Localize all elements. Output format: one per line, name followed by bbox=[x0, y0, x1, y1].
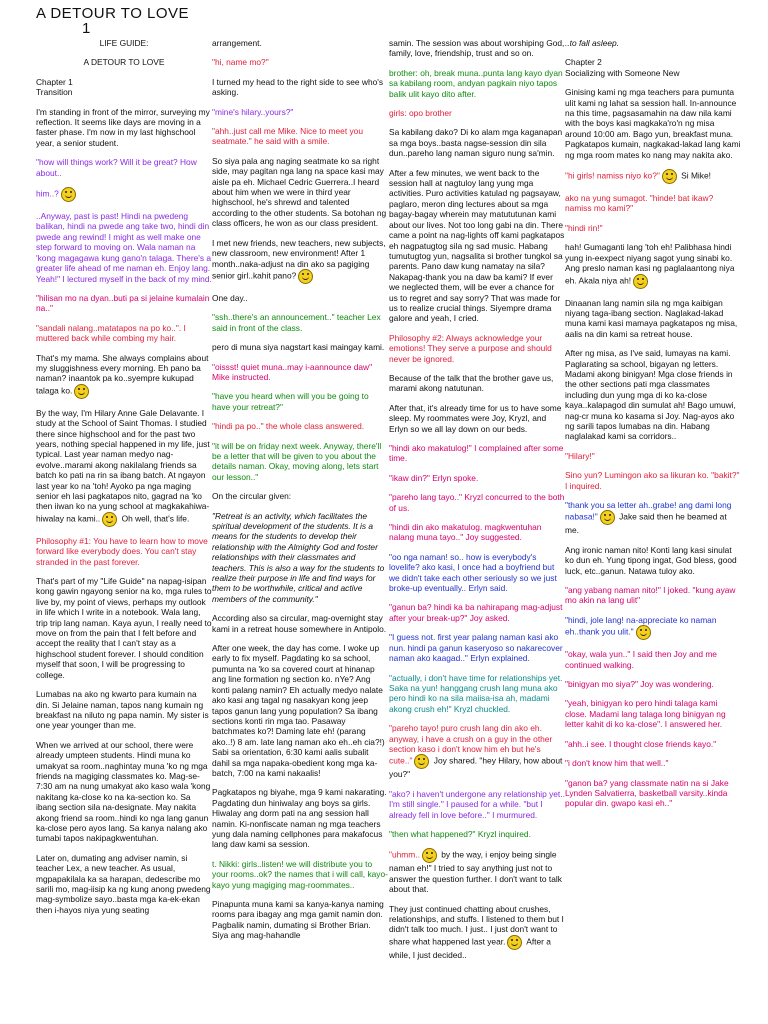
smiley-emoticon-icon bbox=[61, 187, 76, 202]
column-1 bbox=[36, 38, 212, 1020]
paragraph bbox=[565, 57, 741, 78]
paragraph-text: ako na yung sumagot. "hinde! bat ikaw? namiss mo kami?" bbox=[565, 193, 714, 214]
paragraph-text: "hindi, jole lang! na-appreciate ko naman eh..thank you ulit." bbox=[565, 614, 717, 637]
paragraph bbox=[36, 408, 212, 527]
paragraph-text: ..Anyway, past is past! Hindi na pwedeng balikan, hindi na pwede ang take two, hindi din pwede ang rewind! I might as well make one step forward to moving on. Wala naman na 'kong magagawa kung gano'n talaga. There's a greater life ahead of me naman eh. Enjoy lang. Yeah!" I lectured myself in the back of my mind. bbox=[36, 211, 212, 284]
smiley-emoticon-icon bbox=[74, 384, 89, 399]
paragraph bbox=[212, 107, 388, 117]
paragraph-text: "it will be on friday next week. Anyway, there'll be a letter that will be given to you about the details naman. Okay, moving along, lets start our lesson.." bbox=[212, 440, 382, 482]
paragraph bbox=[565, 679, 741, 689]
paragraph bbox=[565, 38, 741, 48]
paragraph bbox=[389, 492, 565, 513]
paragraph bbox=[36, 293, 212, 314]
paragraph bbox=[212, 342, 388, 352]
paragraph-text: LIFE GUIDE: bbox=[99, 38, 149, 48]
paragraph-text: Sino yun? Lumingon ako sa likuran ko. "bakit?" I inquired. bbox=[565, 470, 740, 491]
paragraph-text: Philosophy #2: Always acknowledge your emotions! They serve a purpose and should never be ignored. bbox=[389, 332, 552, 364]
paragraph-tail-text: After a while, I just decided.. bbox=[389, 936, 551, 960]
paragraph bbox=[36, 57, 212, 67]
smiley-emoticon-icon bbox=[662, 169, 677, 184]
paragraph bbox=[565, 698, 741, 729]
paragraph bbox=[389, 602, 565, 623]
paragraph-text: "hilisan mo na dyan..buti pa si jelaine kumalain na.." bbox=[36, 292, 210, 314]
paragraph-tail-text: Oh well, that's life. bbox=[119, 513, 190, 524]
paragraph-text: "okay, wala yun.." I said then Joy and me continued walking. bbox=[565, 649, 717, 670]
column-4 bbox=[565, 38, 741, 1020]
paragraph bbox=[212, 491, 388, 501]
paragraph bbox=[212, 126, 388, 147]
paragraph-text: So siya pala ang naging seatmate ko sa right side, may pagitan nga lang na space kasi may aisle pa eh. Michael Cedric Guerrera..I heard about him when we were in third year highschool, he's shrewd and talented according to the other students. Sa botohan ng class officers, he won as our class president. bbox=[212, 155, 387, 229]
paragraph bbox=[389, 403, 565, 434]
paragraph-text: That's my mama. She always complains about my sluggishness every morning. Eh pano ba naman? inaantok pa ko..syempre kukupad talaga ko. bbox=[36, 352, 209, 396]
paragraph bbox=[565, 470, 741, 491]
paragraph bbox=[565, 87, 741, 160]
smiley-emoticon-icon bbox=[636, 625, 651, 640]
paragraph-text: When we arrived at our school, there were already umpteen students. Hindi muna ko umakyat sa room..naghintay muna 'ko ng mga friends na magiging classmates ko. Mag-se-7:30 am na nung umakyat ako kaso wala 'kong nakitang ka-close ko na ka-section ko. Sa ibang section sila na-designate. May nakita akong friend sa room..hindi ko nga lang ganun ka-close pero ayos lang. Sa kanya nalang ako tumabi tapos nakipagkwentuhan. bbox=[36, 739, 211, 844]
paragraph-text: "thank you sa letter ah..grabe! ang dami long nabasa!" bbox=[565, 500, 732, 523]
paragraph bbox=[565, 348, 741, 442]
smiley-emoticon-icon bbox=[600, 510, 615, 525]
paragraph-text: After ng misa, as I've said, lumayas na kami. Paglarating sa school, bigayan ng letters. Madami akong binigyan! Mga close friends in the other sections pati mga classmates including dun yung mga di ko ka-close kaya..kalapagod din sumulat ah! Bago umuwi, nag-cr muna ko kasama si Joy. Nag-ayos ako ng sarili tapos lumabas na din. Habang naglalakad kami sa corridors.. bbox=[565, 348, 736, 442]
smiley-emoticon-icon bbox=[422, 848, 437, 863]
paragraph-text: "oo nga naman! so.. how is everybody's lovelife? ako kasi, I once had a boyfriend but we didn't take each other seriously so we just broke-up eventually.. Erlyn said. bbox=[389, 551, 557, 594]
paragraph bbox=[565, 169, 741, 184]
paragraph-text: "ahh..just call me Mike. Nice to meet you seatmate." he said with a smile. bbox=[212, 126, 363, 147]
paragraph bbox=[36, 689, 212, 731]
paragraph bbox=[389, 443, 565, 464]
smiley-emoticon-icon bbox=[633, 274, 648, 289]
paragraph bbox=[36, 353, 212, 399]
paragraph-text: I met new friends, new teachers, new subjects, new classroom, new environment! After 1 month..naka-adjust na din ako sa pagiging senior girl..kahit pano? bbox=[212, 237, 386, 281]
paragraph bbox=[212, 421, 388, 431]
paragraph bbox=[36, 576, 212, 680]
paragraph-text: According also sa circular, mag-overnight stay kami in a retreat house somewhere in Antipolo. bbox=[212, 613, 387, 634]
paragraph-text: "ang yabang naman nito!" I joked. "kung ayaw mo akin na lang ulit" bbox=[565, 585, 736, 606]
paragraph-text: By the way, I'm Hilary Anne Gale Delavante. I study at the School of Saint Thomas. I studied there since highschool and for the past two years, nothing special happened in my life, just typical. Last year naman medyo nag-evolve..marami akong nakilalang friends sa batch ko pati na rin sa ibang batch. At ngayon last year ko na 'toh! Ayoko pa nga maging senior eh lasi pagkatapos nito, gagrad na 'ko then iiwan ko na yung school at magkakahiwa-hiwalay na kami.. bbox=[36, 407, 210, 524]
paragraph bbox=[36, 187, 212, 202]
document-title: A DETOUR TO LOVE bbox=[36, 5, 190, 22]
paragraph bbox=[212, 787, 388, 849]
paragraph bbox=[36, 740, 212, 844]
paragraph-text: Ginising kami ng mga teachers para pumunta ulit kami ng lahat sa session hall. In-announce na this time, pagsasamahin na daw nila kami with the boys kasi magkaka'ro'n ng misa around 10:00 am. Bago yun, breakfast muna. Pagkatapos kumain, nagkakad-lakad lang kami ng mga room mates ko nang may nakita ako. bbox=[565, 87, 741, 160]
paragraph bbox=[212, 57, 388, 67]
paragraph-text: "uhmm.. bbox=[389, 850, 420, 861]
paragraph bbox=[389, 333, 565, 364]
paragraph-text: "hi girls! namiss niyo ko?" bbox=[565, 170, 660, 181]
paragraph-tail-text: by the way, i enjoy being single naman eh!" I tried to say anything just not to answer the question further. I don't want to talk about that. bbox=[389, 850, 562, 895]
paragraph-text: ..to fall asleep. bbox=[565, 38, 620, 48]
paragraph bbox=[389, 723, 565, 780]
paragraph bbox=[389, 108, 565, 118]
paragraph-text: "hindi ako makatulog!" I complained after some time. bbox=[389, 443, 564, 464]
paragraph bbox=[565, 242, 741, 288]
paragraph-text: Pinapunta muna kami sa kanya-kanya naming rooms para ibagay ang mga gamit namin don. Pagbalik namin, dumating si Brother Brian. Siya ang mag-hahandle bbox=[212, 899, 384, 941]
paragraph-text: "mine's hilary..yours?" bbox=[212, 106, 294, 117]
paragraph bbox=[36, 536, 212, 567]
paragraph-text: "ssh..there's an announcement.." teacher Lex said in front of the class. bbox=[212, 312, 381, 333]
paragraph bbox=[212, 77, 388, 98]
paragraph bbox=[36, 77, 212, 98]
paragraph-text: Chapter 2 Socializing with Someone New bbox=[565, 57, 680, 78]
paragraph bbox=[565, 615, 741, 640]
column-2 bbox=[212, 38, 388, 1020]
paragraph bbox=[212, 643, 388, 778]
paragraph bbox=[389, 829, 565, 839]
paragraph bbox=[389, 473, 565, 483]
paragraph bbox=[212, 391, 388, 412]
paragraph-text: pero di muna siya nagstart kasi maingay kami. bbox=[212, 342, 385, 353]
paragraph-text: t. Nikki: girls..listen! we will distribute you to your rooms..ok? the names that i will call, kayo-kayo yung magiging mag-roommates.. bbox=[212, 858, 388, 890]
paragraph-text: After one week, the day has come. I woke up early to fix myself. Pagdating ko sa school, pumunta na 'ko sa covered court at hinanap ang line formation ng section ko. nYe? Ang konti palang namin? Eh actually medyo nalate ako kasi ang tagal ng nasakyan kong jeep tapos ganun lang yung population? Sa ibang sections konti rin mga tao. Pasaway batchmates ko?! Daming late eh! (parang ako..!) 8 am. late lang naman ako eh..eh cia?!) Sabi sa orientation, 6:30 kami aalis subalit dahil sa mga napaka-obedient kong mga ka-batch, 7:00 na kami nakaalis! bbox=[212, 643, 385, 778]
paragraph-text: "actually, i don't have time for relationships yet. Saka na yun! hanggang crush lang muna ako pero hindi ko na sila maiisa-isa ah, madami akong crush eh!" Kryzl chuckled. bbox=[389, 672, 563, 714]
paragraph-text: "i don't know him that well.." bbox=[565, 758, 669, 769]
paragraph-text: That's part of my "Life Guide" na napag-isipan kong gawin ngayong senior na ko, mga rules to live by, my point of views, perhaps my outlook in life which I write in a notebook. Wala lang, trip trip lang naman. Kaya ayun, I really need to move on from the pain that I felt before and accept the reality that I can't stay as a highschool student forever. I should condition myself that soon, I will be progressing to college. bbox=[36, 576, 212, 680]
smiley-emoticon-icon bbox=[298, 269, 313, 284]
paragraph bbox=[565, 758, 741, 768]
paragraph bbox=[212, 441, 388, 483]
paragraph bbox=[389, 373, 565, 394]
paragraph-text: "ikaw din?" Erlyn spoke. bbox=[389, 472, 479, 483]
paragraph bbox=[212, 312, 388, 333]
paragraph-text: "yeah, binigyan ko pero hindi talaga kami close. Madami lang talaga long binigyan ng letter kahit di ko ka-close". I answered her. bbox=[565, 698, 726, 730]
paragraph-text: "I guess not. first year palang naman kasi ako nun. hindi pa ganun kaseryoso so nakarecover naman ako kaagad.." Erlyn explained. bbox=[389, 632, 563, 664]
paragraph bbox=[565, 500, 741, 536]
paragraph bbox=[565, 298, 741, 340]
paragraph-text: "pareho lang tayo.." Kryzl concurred to the both of us. bbox=[389, 492, 565, 513]
paragraph-text: "binigyan mo siya?" Joy was wondering. bbox=[565, 679, 714, 690]
paragraph-text: "hindi rin!" bbox=[565, 222, 603, 233]
paragraph bbox=[36, 157, 212, 178]
paragraph bbox=[212, 293, 388, 303]
paragraph-text: girls: opo brother bbox=[389, 108, 452, 119]
paragraph bbox=[565, 778, 741, 809]
paragraph bbox=[36, 323, 212, 344]
paragraph bbox=[389, 673, 565, 715]
paragraph-text: hah! Gumaganti lang 'toh eh! Palibhasa hindi yung in-eexpect niyang sagot yung sinabi ko. Ang preslo naman kasi ng paglalaantong niya eh. Akala niya ah! bbox=[565, 242, 735, 286]
paragraph-text: "hindi din ako makatulog. magkwentuhan nalang muna tayo.." Joy suggested. bbox=[389, 522, 542, 543]
paragraph-text: Ang ironic naman nito! Konti lang kasi sinulat ko dun eh. Yung tipong ingat, God bless, good luck, etc..ganun. Natawa tuloy ako. bbox=[565, 544, 737, 576]
paragraph-text: "Hilary!" bbox=[565, 450, 595, 461]
smiley-emoticon-icon bbox=[102, 512, 117, 527]
paragraph-text: brother: oh, break muna..punta lang kayo dyan sa kabilang room, andyan pagkain niyo tapos balik ulit kayo dito after. bbox=[389, 67, 563, 99]
paragraph-text: Chapter 1 Transition bbox=[36, 76, 73, 98]
paragraph-tail-text: Joy shared. "hey Hilary, how about you?" bbox=[389, 756, 563, 780]
paragraph bbox=[565, 451, 741, 461]
paragraph-text: They just continued chatting about crushes, relationships, and stuffs. I listened to them but I didn't talk too much. I just.. I just don't want to share what happened last year. bbox=[389, 903, 564, 947]
paragraph-text: "have you heard when will you be going to have your retreat?" bbox=[212, 391, 369, 412]
paragraph-text: Dinaanan lang namin sila ng mga kaibigan niyang taga-ibang section. Naglakad-lakad muna kami kasi mamaya pagkatapos ng misa, aalis na din kami sa retreat house. bbox=[565, 297, 738, 339]
paragraph bbox=[212, 156, 388, 229]
paragraph bbox=[565, 193, 741, 214]
paragraph bbox=[565, 545, 741, 576]
paragraph-text: Lumabas na ako ng kwarto para kumain na din. Si Jelaine naman, tapos nang kumain ng breakfast na niluto ng papa namin. My sister is one year younger than me. bbox=[36, 689, 209, 731]
paragraph bbox=[212, 38, 388, 48]
paragraph-text: "ako? i haven't undergone any relationship yet.. I'm still single." I paused for a while. "but I already fell in love before.." I murmured. bbox=[389, 788, 565, 820]
paragraph-tail-text: Jake said then he beamed at me. bbox=[565, 512, 727, 536]
paragraph-text: "how will things work? Will it be great? How about.. bbox=[36, 157, 197, 178]
paragraph-text: "sandali nalang..matatapos na po ko..". I muttered back while combing my hair. bbox=[36, 322, 186, 344]
paragraph bbox=[212, 613, 388, 634]
paragraph bbox=[389, 789, 565, 820]
paragraph bbox=[565, 649, 741, 670]
paragraph-text: After that, it's already time for us to have some sleep. My roommates were Joy, Kryzl, and Erlyn so we all lay down on our beds. bbox=[389, 402, 562, 434]
paragraph bbox=[565, 223, 741, 233]
paragraph bbox=[389, 127, 565, 158]
paragraph-text: I'm standing in front of the mirror, surveying my reflection. It seems like days are moving in a faster phase. I'm now in my last highschool year, a senior student. bbox=[36, 106, 210, 148]
paragraph bbox=[212, 362, 388, 383]
paragraph-text: "then what happened?" Kryzl inquired. bbox=[389, 828, 531, 839]
paragraph-text: "pareho tayo! puro crush lang din ako eh. anyway, i have a crush on a guy in the other section kaso i don't know him eh but he's cute.." bbox=[389, 723, 553, 767]
paragraph bbox=[565, 585, 741, 606]
paragraph-tail-text: Si Mike! bbox=[678, 170, 711, 181]
paragraph-text: After a few minutes, we went back to the session hall at nagtuloy lang yung mga activities. Puro activities katulad ng pagsayaw, paglaro, meron ding lectures about sa mga bagay-bagay wherein may matututunan kami about our lives. Not too long gabi na din. There came a point na nag-lights off kami pagkatapos eh nagpatugtog sila ng sad music. Habang tumutugtog yun, nagsalita si brother tungkol sa parents. Pano daw kung namatay na sila? Nakapag-thank you na daw ba kami? If ever we neglected them, will be ever a chance for us to regret and say sorry? That was made for us to realize crucial things. Siyempre drama galore and yeah, I cried. bbox=[389, 167, 565, 324]
paragraph-text: On the circular given: bbox=[212, 491, 292, 502]
paragraph bbox=[389, 38, 565, 59]
paragraph bbox=[212, 899, 388, 941]
paragraph bbox=[389, 168, 565, 324]
paragraph-text: "ganun ba? hindi ka ba nahirapang mag-adjust after your break-up?" Joy asked. bbox=[389, 602, 563, 623]
paragraph bbox=[389, 522, 565, 543]
smiley-emoticon-icon bbox=[507, 935, 522, 950]
paragraph-text: "hindi pa po.." the whole class answered. bbox=[212, 421, 365, 432]
paragraph-text: A DETOUR TO LOVE bbox=[83, 57, 165, 68]
paragraph-text: "hi, name mo?" bbox=[212, 57, 269, 68]
paragraph bbox=[389, 552, 565, 594]
paragraph bbox=[212, 511, 388, 605]
paragraph-text: Because of the talk that the brother gave us, marami akong natutunan. bbox=[389, 372, 554, 394]
paragraph bbox=[212, 238, 388, 284]
paragraph-text: I turned my head to the right side to see who's asking. bbox=[212, 76, 384, 98]
column-3 bbox=[389, 38, 565, 1020]
paragraph-text: "ahh..i see. I thought close friends kayo." bbox=[565, 738, 717, 749]
paragraph-text: Pagkatapos ng biyahe, mga 9 kami nakarating. Pagdating dun hiniwalay ang boys sa girls. Hiwalay ang dorm pati na ang session hall namin. Ki-nonfiscate naman ng mga teachers yung dala naming cellphones para makafocus lang daw kami sa session. bbox=[212, 787, 387, 850]
paragraph-text: "ganon ba? yang classmate natin na si Jake Lynden Salvatierra, basketball varsity..kinda popular din. gwapo kasi eh.." bbox=[565, 777, 729, 809]
paragraph bbox=[36, 853, 212, 915]
page-number: 1 bbox=[82, 20, 91, 37]
smiley-emoticon-icon bbox=[414, 754, 429, 769]
paragraph bbox=[389, 904, 565, 961]
paragraph bbox=[565, 739, 741, 749]
paragraph-text: samin. The session was about worshiping God, family, love, friendship, trust and so on. bbox=[389, 38, 565, 59]
paragraph bbox=[36, 211, 212, 284]
paragraph-text: "Retreat is an activity, which facilitates the spiritual development of the students. It is a means for the students to develop their relationship with the Almighty God and foster relationships with their classmates and teachers. This is also a way for the students to realize their purpose in life and find ways for them to be worthwhile, critical and active members of the community." bbox=[212, 510, 385, 604]
paragraph bbox=[389, 848, 565, 894]
paragraph bbox=[36, 107, 212, 149]
paragraph-text: Philosophy #1: You have to learn how to move forward like everybody does. You can't stay stranded in the past forever. bbox=[36, 535, 208, 567]
paragraph bbox=[212, 859, 388, 890]
paragraph-text: him..? bbox=[36, 188, 59, 199]
paragraph bbox=[389, 68, 565, 99]
paragraph-text: One day.. bbox=[212, 292, 248, 303]
paragraph-text: arrangement. bbox=[212, 38, 262, 48]
paragraph-text: Later on, dumating ang adviser namin, si teacher Lex, a new teacher. As usual, mgpapakilala ka sa harapan, dedescribe mo sarili mo, mag-iisip ka ng kung anong pwedeng mag-symbolize sayo..basta mga ka-ek-ekan then i-hayos niya yung seating bbox=[36, 852, 211, 915]
paragraph-text: Sa kabilang dako? Di ko alam mga kaganapan sa mga boys..basta nagse-session din sila dun..pareho lang naman siguro nung sa'min. bbox=[389, 127, 563, 159]
paragraph bbox=[36, 38, 212, 48]
paragraph-text: "oissst! quiet muna..may i-aannounce daw" Mike instructed. bbox=[212, 361, 373, 382]
paragraph bbox=[389, 632, 565, 663]
